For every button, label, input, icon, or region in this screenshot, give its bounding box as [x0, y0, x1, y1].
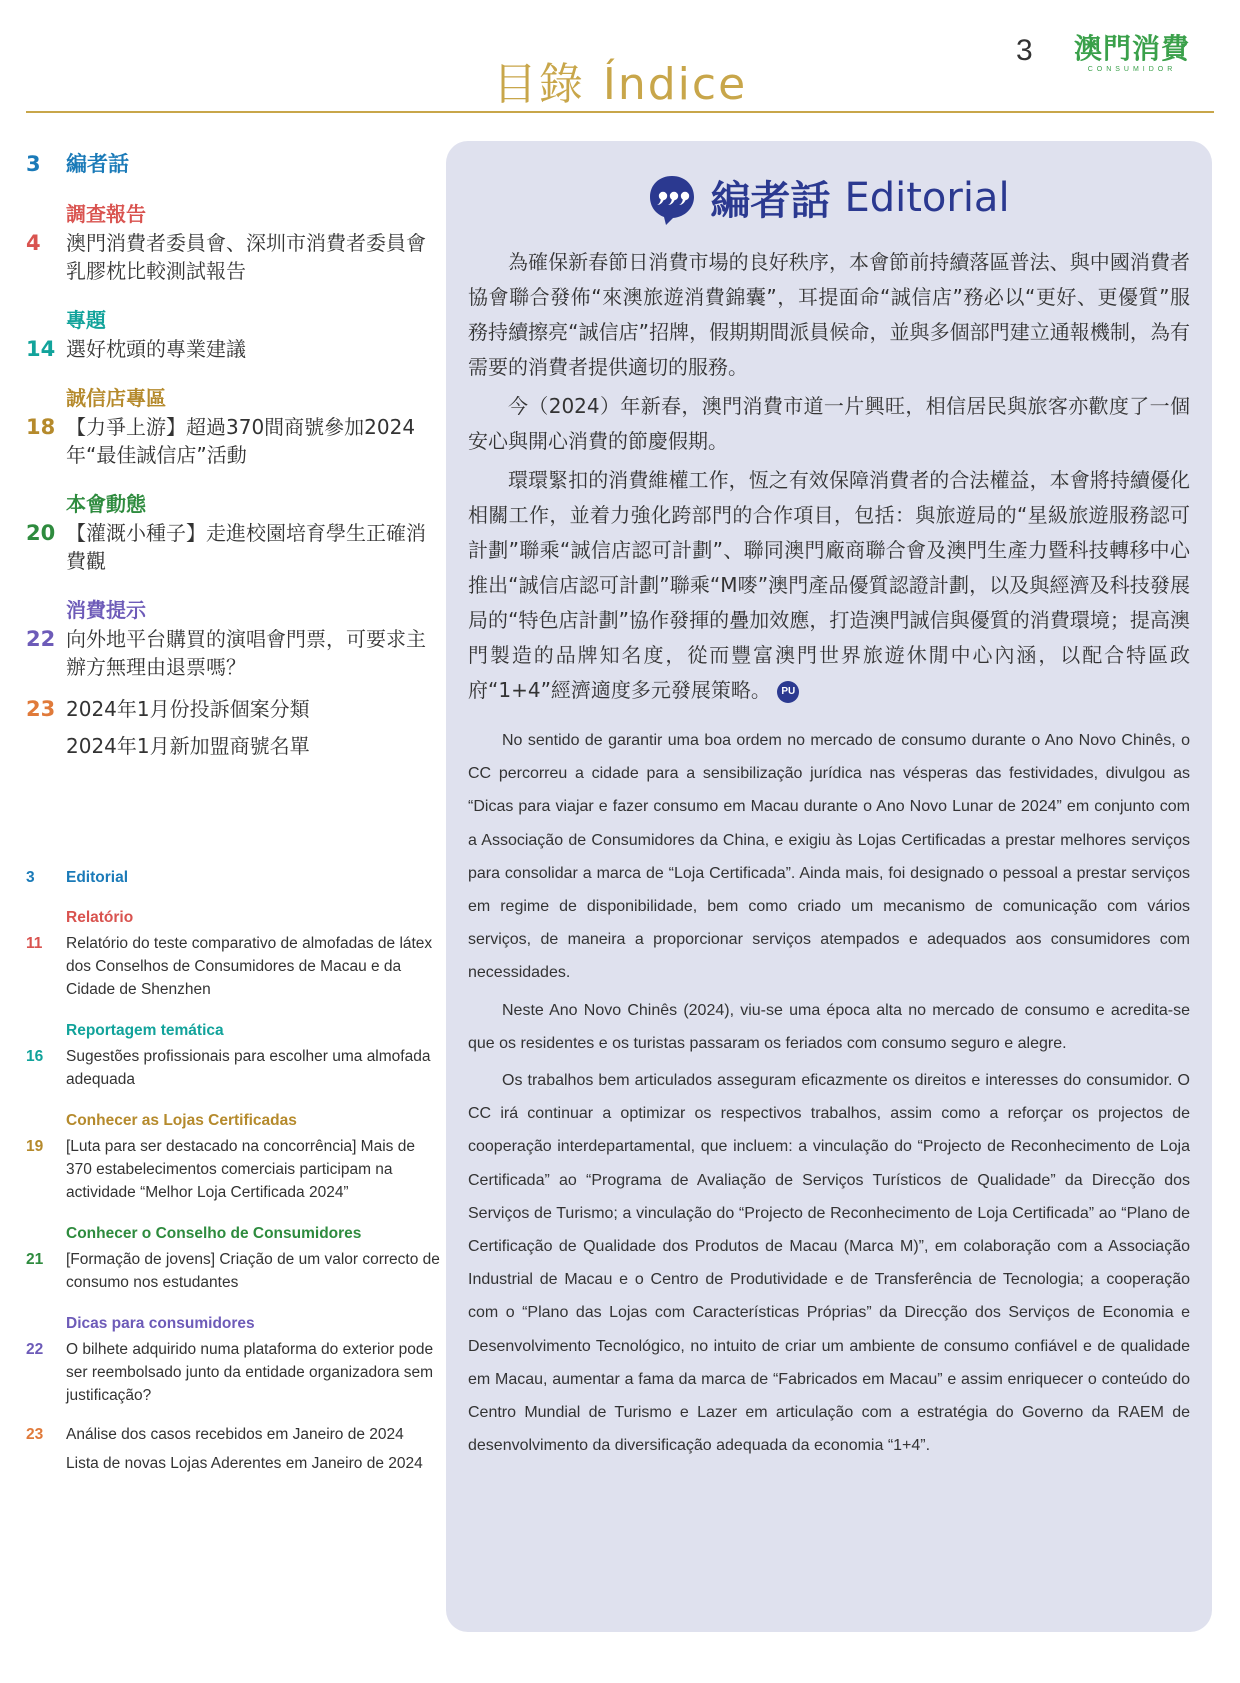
toc-text: Relatório do teste comparativo de almofadas de látex dos Conselhos de Consumidores de Macau e da Cidade de Shenzhen [66, 935, 433, 998]
toc-section-feature: 專題 [66, 308, 106, 332]
toc-text-line: Lista de novas Lojas Aderentes em Janeiro de 2024 [66, 1455, 423, 1472]
toc-page-number: 22 [26, 627, 56, 651]
toc-text-line: Análise dos casos recebidos em Janeiro de 2024 [66, 1426, 404, 1443]
toc-text-line: 2024年1月新加盟商號名單 [66, 734, 310, 758]
toc-page-number: 14 [26, 337, 56, 361]
toc-text: 向外地平台購買的演唱會門票，可要求主辦方無理由退票嗎？ [66, 627, 426, 679]
paragraph-pt: Neste Ano Novo Chinês (2024), viu-se uma época alta no mercado de consumo e acredita-se que os residentes e os turistas passaram os feriados com consumo seguro e alegre. [468, 1001, 1190, 1052]
toc-page-number: 21 [26, 1251, 44, 1268]
paragraph-zh: 為確保新春節日消費市場的良好秩序，本會節前持續落區普法、與中國消費者協會聯合發佈“來澳旅遊消費錦囊”，耳提面命“誠信店”務必以“更好、更優質”服務持續擦亮“誠信店”招牌，假期期間派員候命，並與多個部門建立通報機制，為有需要的消費者提供適切的服務。 [468, 250, 1190, 379]
toc-page-number: 22 [26, 1341, 44, 1358]
logo-zh: 澳門消費 [1073, 32, 1190, 65]
paragraph-pt: No sentido de garantir uma boa ordem no mercado de consumo durante o Ano Novo Chinês, o CC percorreu a cidade para a sensibilização jurídica nas vésperas das festividades, divulgou as “Dicas para viajar e fazer consumo em Macau durante o Ano Novo Lunar de 2024” em conjunto com a Associação de Consumidores da China, e exigiu às Lojas Certificadas a prestar melhores serviços para consolidar a marca de “Loja Certificada”. Ainda mais, foi designado o pessoal a prestar serviços em regime de disponibilidade, bem como criado um mecanismo de comunicação com vários serviços, de maneira a proporcionar serviços atempados e adequados aos consumidores com necessidades. [468, 732, 1190, 982]
pu-badge-icon: PU [777, 681, 799, 703]
toc-title: 編者話 [66, 152, 129, 176]
toc-text [66, 1423, 442, 1475]
toc-page-number: 16 [26, 1048, 44, 1065]
toc-text: 【灌溉小種子】走進校園培育學生正確消費觀 [66, 521, 426, 573]
editorial-heading [446, 169, 1212, 226]
toc-text: 澳門消費者委員會、深圳市消費者委員會乳膠枕比較測試報告 [66, 231, 426, 283]
toc-page-number: 19 [26, 1138, 44, 1155]
logo-pt: CONSUMIDOR [1087, 66, 1177, 73]
editorial-title-zh: 編者話 [710, 178, 831, 224]
toc-text: O bilhete adquirido numa plataforma do exterior pode ser reembolsado junto da entidade organizadora sem justificação? [66, 1341, 434, 1404]
header-divider [26, 111, 1214, 113]
toc-page-number: 20 [26, 521, 56, 545]
toc-section-certified-pt: Conhecer as Lojas Certificadas [66, 1112, 297, 1129]
page-title [0, 48, 1240, 112]
editorial-body-zh [468, 245, 1190, 712]
toc-section-tips: 消費提示 [66, 598, 146, 622]
page-number: 3 [1016, 34, 1033, 67]
toc-section-survey: 調查報告 [66, 202, 146, 226]
toc-text: 【力爭上游】超過370間商號參加2024年“最佳誠信店”活動 [66, 415, 416, 467]
toc-section-council: 本會動態 [66, 492, 146, 516]
magazine-logo [1072, 34, 1192, 73]
toc-page-number: 18 [26, 415, 56, 439]
toc-text: [Luta para ser destacado na concorrência] Mais de 370 estabelecimentos comerciais participam na actividade “Melhor Loja Certificada 2024” [66, 1138, 415, 1201]
toc-page-number: 3 [26, 869, 35, 886]
toc-text-line: 2024年1月份投訴個案分類 [66, 697, 310, 721]
toc-text [66, 695, 442, 760]
title-zh: 目錄 [492, 59, 585, 110]
toc-text: Sugestões profissionais para escolher uma almofada adequada [66, 1048, 431, 1088]
toc-text: [Formação de jovens] Criação de um valor correcto de consumo nos estudantes [66, 1251, 440, 1291]
speech-bubble-quote-icon [648, 174, 696, 222]
editorial-title-en: Editorial [844, 174, 1010, 221]
paragraph-pt: Os trabalhos bem articulados asseguram eficazmente os direitos e interesses do consumidor. O CC irá continuar a optimizar os respectivos trabalhos, assim como a reforçar os projectos de cooperação interdepartamental, que incluem: a vinculação do “Projecto de Reconhecimento de Loja Certificada” ao “Programa de Avaliação de Serviços Turísticos de Qualidade” da Direcção dos Serviços de Turismo; a vinculação do “Projecto de Reconhecimento de Loja Certificada” ao “Plano de Certificação de Qualidade dos Produtos de Macau (Marca M)”, em colaboração com a Associação Industrial de Macau e o Centro de Produtividade e de Transferência de Tecnologia; a cooperação com o “Plano das Lojas com Características Próprias” da Direcção dos Serviços de Economia e Desenvolvimento Tecnológico, no intuito de criar um ambiente de consumo confiável e de qualidade em Macau, aumentar a fama da marca de “Fabricados em Macau” e assim enriquecer o conteúdo do Centro Mundial de Turismo e Lazer em articulação com a estratégia do Governo da RAEM de desenvolvimento da diversificação adequada da economia “1+4”. [468, 1072, 1190, 1455]
toc-page-number: 23 [26, 697, 56, 721]
paragraph-zh [468, 463, 1190, 708]
title-pt: Índice [602, 59, 748, 110]
toc-section-council-pt: Conhecer o Conselho de Consumidores [66, 1225, 362, 1242]
toc-page-number: 23 [26, 1426, 44, 1443]
toc-page-number: 3 [26, 152, 41, 176]
toc-title: Editorial [66, 869, 129, 886]
toc-text: 選好枕頭的專業建議 [66, 337, 246, 361]
toc-section-tips-pt: Dicas para consumidores [66, 1315, 255, 1332]
toc-section-survey-pt: Relatório [66, 909, 134, 926]
toc-section-certified: 誠信店專區 [66, 386, 166, 410]
toc-page-number: 4 [26, 231, 41, 255]
editorial-panel [446, 141, 1212, 1632]
editorial-body-pt [468, 724, 1190, 1466]
toc-page-number: 11 [26, 935, 43, 952]
paragraph-zh-text: 環環緊扣的消費維權工作，恆之有效保障消費者的合法權益，本會將持續優化相關工作，並着力強化跨部門的合作項目，包括：與旅遊局的“星級旅遊服務認可計劃”聯乘“誠信店認可計劃”、聯同澳門廠商聯合會及澳門生產力暨科技轉移中心推出“誠信店認可計劃”聯乘“M嘜”澳門產品優質認證計劃，以及與經濟及科技發展局的“特色店計劃”協作發揮的疊加效應，打造澳門誠信與優質的消費環境；提高澳門製造的品牌知名度，從而豐富澳門世界旅遊休閒中心內涵，以配合特區政府“1+4”經濟適度多元發展策略。 [468, 468, 1190, 702]
toc-section-feature-pt: Reportagem temática [66, 1022, 224, 1039]
paragraph-zh: 今（2024）年新春，澳門消費市道一片興旺，相信居民與旅客亦歡度了一個安心與開心消費的節慶假期。 [468, 394, 1190, 453]
